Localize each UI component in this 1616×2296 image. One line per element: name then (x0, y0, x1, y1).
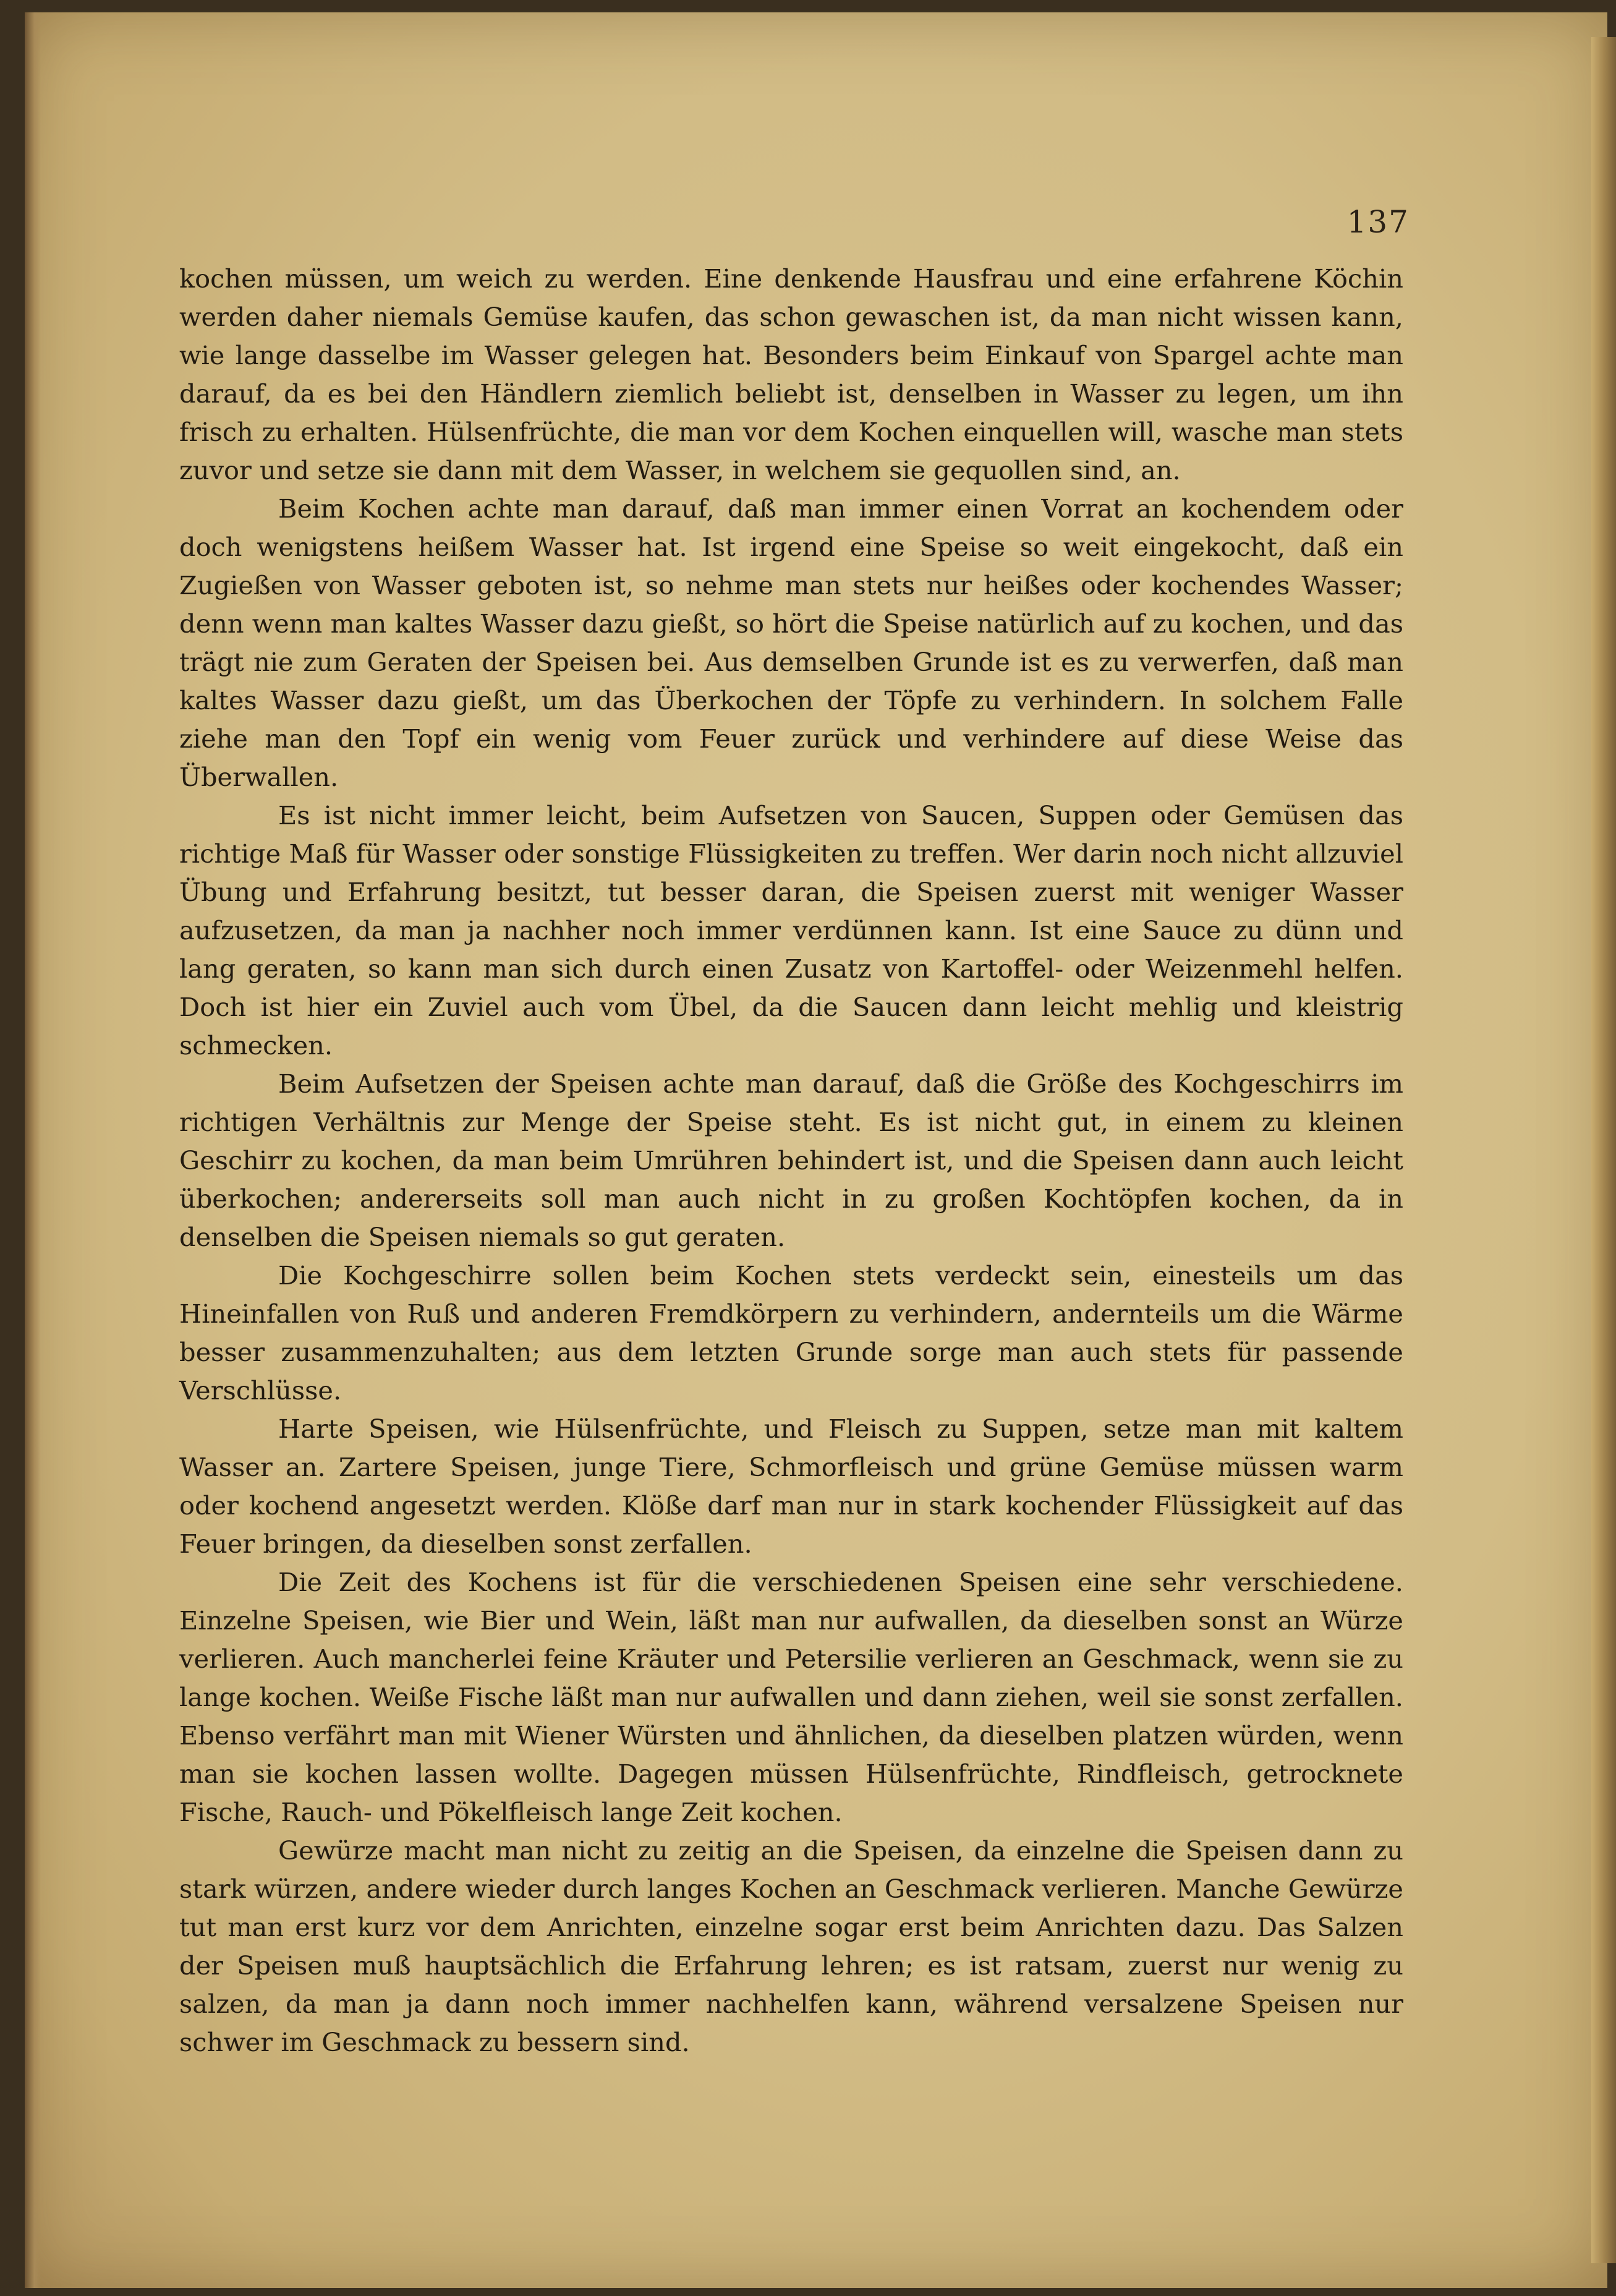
page-gutter (25, 12, 41, 2288)
paragraph-8: Gewürze macht man nicht zu zeitig an die Speisen, da einzelne die Speisen dann zu stark würzen, andere wieder durch langes Kochen an Geschmack verlieren. Manche Gewürze tut man erst kurz vor dem Anrichten, einzelne sogar erst beim Anrichten dazu. Das Salzen der Speisen muß hauptsächlich die Erfahrung lehren; es ist ratsam, zuerst nur wenig zu salzen, da man ja dann noch immer nachhelfen kann, während versalzene Speisen nur schwer im Geschmack zu bessern sind. (179, 1835, 1403, 2057)
body-text (179, 260, 1403, 2057)
paragraph-2: Beim Kochen achte man darauf, daß man immer einen Vorrat an kochendem oder doch wenigstens heißem Wasser hat. Ist irgend eine Speise so weit eingekocht, daß ein Zugießen von Wasser geboten ist, so nehme man stets nur heißes oder kochendes Wasser; denn wenn man kaltes Wasser dazu gießt, so hört die Speise natürlich auf zu kochen, und das trägt nie zum Geraten der Speisen bei. Aus demselben Grunde ist es zu verwerfen, daß man kaltes Wasser dazu gießt, um das Überkochen der Töpfe zu verhindern. In solchem Falle ziehe man den Topf ein wenig vom Feuer zurück und verhindere auf diese Weise das Überwallen. (179, 493, 1403, 792)
paragraph-3: Es ist nicht immer leicht, beim Aufsetzen von Saucen, Suppen oder Gemüsen das richtige Maß für Wasser oder sonstige Flüssigkeiten zu treffen. Wer darin noch nicht allzuviel Übung und Erfahrung besitzt, tut besser daran, die Speisen zuerst mit weniger Wasser aufzusetzen, da man ja nachher noch immer verdünnen kann. Ist eine Sauce zu dünn und lang geraten, so kann man sich durch einen Zusatz von Kartoffel- oder Weizenmehl helfen. Doch ist hier ein Zuviel auch vom Übel, da die Saucen dann leicht mehlig und kleistrig schmecken. (179, 800, 1403, 1061)
paragraph-6: Harte Speisen, wie Hülsenfrüchte, und Fleisch zu Suppen, setze man mit kaltem Wasser an. Zartere Speisen, junge Tiere, Schmorfleisch und grüne Gemüse müssen warm oder kochend angesetzt werden. Klöße darf man nur in stark kochender Flüssigkeit auf das Feuer bringen, da dieselben sonst zerfallen. (179, 1414, 1403, 1559)
paragraph-5: Die Kochgeschirre sollen beim Kochen stets verdeckt sein, einesteils um das Hineinfallen von Ruß und anderen Fremdkörpern zu verhindern, andernteils um die Wärme besser zusammenzuhalten; aus dem letzten Grunde sorge man auch stets für passende Verschlüsse. (179, 1260, 1403, 1406)
paragraph-7: Die Zeit des Kochens ist für die verschiedenen Speisen eine sehr verschiedene. Einzelne Speisen, wie Bier und Wein, läßt man nur aufwallen, da dieselben sonst an Würze verlieren. Auch mancherlei feine Kräuter und Petersilie verlieren an Geschmack, wenn sie zu lange kochen. Weiße Fische läßt man nur aufwallen und dann ziehen, weil sie sonst zerfallen. Ebenso verfährt man mit Wiener Würsten und ähnlichen, da dieselben platzen würden, wenn man sie kochen lassen wollte. Dagegen müssen Hülsenfrüchte, Rindfleisch, getrocknete Fische, Rauch- und Pökelfleisch lange Zeit kochen. (179, 1567, 1403, 1827)
paragraph-1: kochen müssen, um weich zu werden. Eine denkende Hausfrau und eine erfahrene Köchin werden daher niemals Gemüse kaufen, das schon gewaschen ist, da man nicht wissen kann, wie lange dasselbe im Wasser gelegen hat. Besonders beim Einkauf von Spargel achte man darauf, da es bei den Händlern ziemlich beliebt ist, denselben in Wasser zu legen, um ihn frisch zu erhalten. Hülsenfrüchte, die man vor dem Kochen einquellen will, wasche man stets zuvor und setze sie dann mit dem Wasser, in welchem sie gequollen sind, an. (179, 263, 1403, 485)
paragraph-4: Beim Aufsetzen der Speisen achte man darauf, daß die Größe des Kochgeschirrs im richtigen Verhältnis zur Menge der Speise steht. Es ist nicht gut, in einem zu kleinen Geschirr zu kochen, da man beim Umrühren behindert ist, und die Speisen dann auch leicht überkochen; andererseits soll man auch nicht in zu großen Kochtöpfen kochen, da in denselben die Speisen niemals so gut geraten. (179, 1069, 1403, 1252)
page-number: 137 (1346, 204, 1410, 240)
page-edge (1591, 37, 1616, 2263)
